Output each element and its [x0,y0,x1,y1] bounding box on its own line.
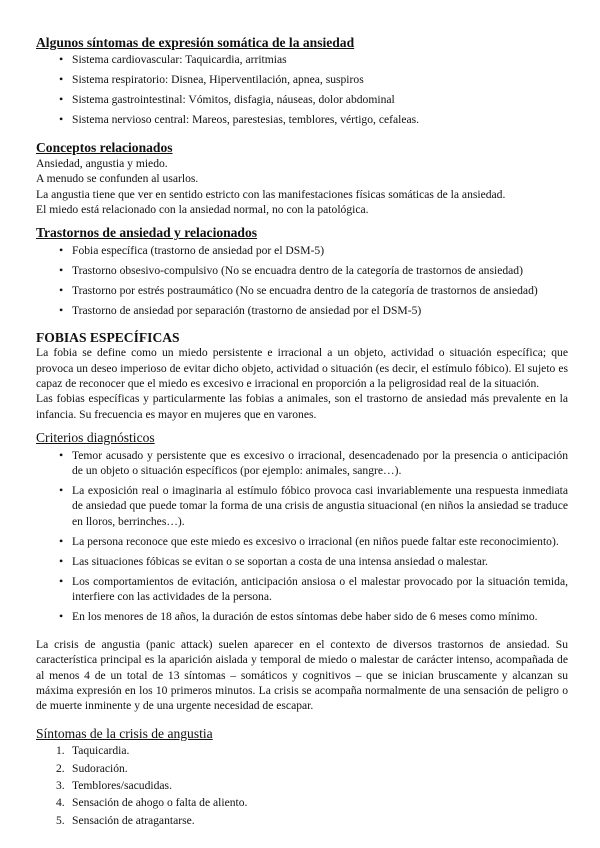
list-item [56,813,568,828]
text-line: Ansiedad, angustia y miedo. [36,156,168,170]
anxiety-disorders-list [36,243,568,318]
list-number: 2. [56,761,65,775]
list-text: Sensación de ahogo o falta de aliento. [72,796,248,810]
list-item: • La persona reconoce que este miedo es excesivo o irracional (en niños puede faltar este reconocimiento). [72,534,568,549]
heading-related-concepts: Conceptos relacionados [36,140,173,156]
list-item: • La exposición real o imaginaria al estímulo fóbico provoca casi invariablemente una respuesta inmediata de ansiedad que puede tomar la forma de una crisis de angustia situacional (en niños la ansiedad se traduce en lloros, berrinches…). [72,483,568,529]
heading-panic-symptoms: Síntomas de la crisis de angustia [36,725,213,741]
list-item: • Sistema gastrointestinal: Vómitos, disfagia, náuseas, dolor abdominal [72,92,568,107]
list-item: • Sistema nervioso central: Mareos, parestesias, temblores, vértigo, cefaleas. [72,112,568,127]
list-item: • Trastorno obsesivo-compulsivo (No se encuadra dentro de la categoría de trastornos de ansiedad) [72,263,568,278]
list-item: • Las situaciones fóbicas se evitan o se soportan a costa de una intensa ansiedad o malestar. [72,554,568,569]
heading-somatic-symptoms: Algunos síntomas de expresión somática de la ansiedad [36,35,355,50]
somatic-symptoms-list [36,52,568,127]
paragraph-panic-attack: La crisis de angustia (panic attack) suelen aparecer en el contexto de diversos trastornos de ansiedad. Su característica principal es la aparición aislada y temporal de miedo o malestar de carácter intenso, acompañada de al menos 4 de un total de 13 síntomas – somáticos y cognitivos – que se inician bruscamente y alcanzan su máxima expresión en los 10 primeros minutos. La crisis se acompaña normalmente de una sensación de peligro o de muerte inminente y de una urgente necesidad de escapar. [36,637,568,713]
list-text: Sudoración. [72,761,128,775]
diagnostic-criteria-list [36,448,568,625]
list-item [56,778,568,793]
paragraph: La fobia se define como un miedo persistente e irracional a un objeto, actividad o situación específica; que provoca un deseo imperioso de evitar dicho objeto, actividad o situación (es decir, el estímulo fóbico). El sujeto es capaz de reconocer que el miedo es excesivo e irracional en proporción a la peligrosidad real de la situación. [36,346,568,391]
paragraph: Las fobias específicas y particularmente las fobias a animales, son el trastorno de ansiedad más prevalente en la infancia. Su frecuencia es mayor en mujeres que en varones. [36,392,568,421]
list-item [56,795,568,810]
heading-anxiety-disorders: Trastornos de ansiedad y relacionados [36,225,258,241]
list-item: • Trastorno de ansiedad por separación (trastorno de ansiedad por el DSM-5) [72,303,568,318]
list-item: • En los menores de 18 años, la duración de estos síntomas debe haber sido de 6 meses como mínimo. [72,609,568,624]
list-item [56,761,568,776]
list-item: • Sistema respiratorio: Disnea, Hiperventilación, apnea, suspiros [72,72,568,87]
list-item: • Los comportamientos de evitación, anticipación ansiosa o el malestar provocado por la situación temida, interfiere con las actividades de la persona. [72,574,568,605]
panic-symptoms-list [36,743,568,828]
list-item: • Trastorno por estrés postraumático (No se encuadra dentro de la categoría de trastornos de ansiedad) [72,283,568,298]
text-line: La angustia tiene que ver en sentido estricto con las manifestaciones físicas somáticas de la ansiedad. [36,187,506,201]
list-item: • Sistema cardiovascular: Taquicardia, arritmias [72,52,568,67]
heading-specific-phobias: FOBIAS ESPECÍFICAS [36,329,180,345]
list-number: 5. [56,813,65,827]
document-page [36,35,568,830]
list-item: • Fobia específica (trastorno de ansiedad por el DSM-5) [72,243,568,258]
list-item: • Temor acusado y persistente que es excesivo o irracional, desencadenado por la presencia o anticipación de un objeto o situación específicos (por ejemplo: animales, sangre…). [72,448,568,479]
list-item [56,743,568,758]
list-number: 3. [56,779,65,792]
list-text: Sensación de atragantarse. [72,813,195,827]
list-text: Taquicardia. [72,744,130,758]
list-number: 4. [56,796,65,810]
list-text: Temblores/sacudidas. [72,779,172,792]
text-line: A menudo se confunden al usarlos. [36,172,199,186]
list-number: 1. [56,744,65,758]
text-line: El miedo está relacionado con la ansiedad normal, no con la patológica. [36,203,369,217]
heading-diagnostic-criteria: Criterios diagnósticos [36,430,155,446]
